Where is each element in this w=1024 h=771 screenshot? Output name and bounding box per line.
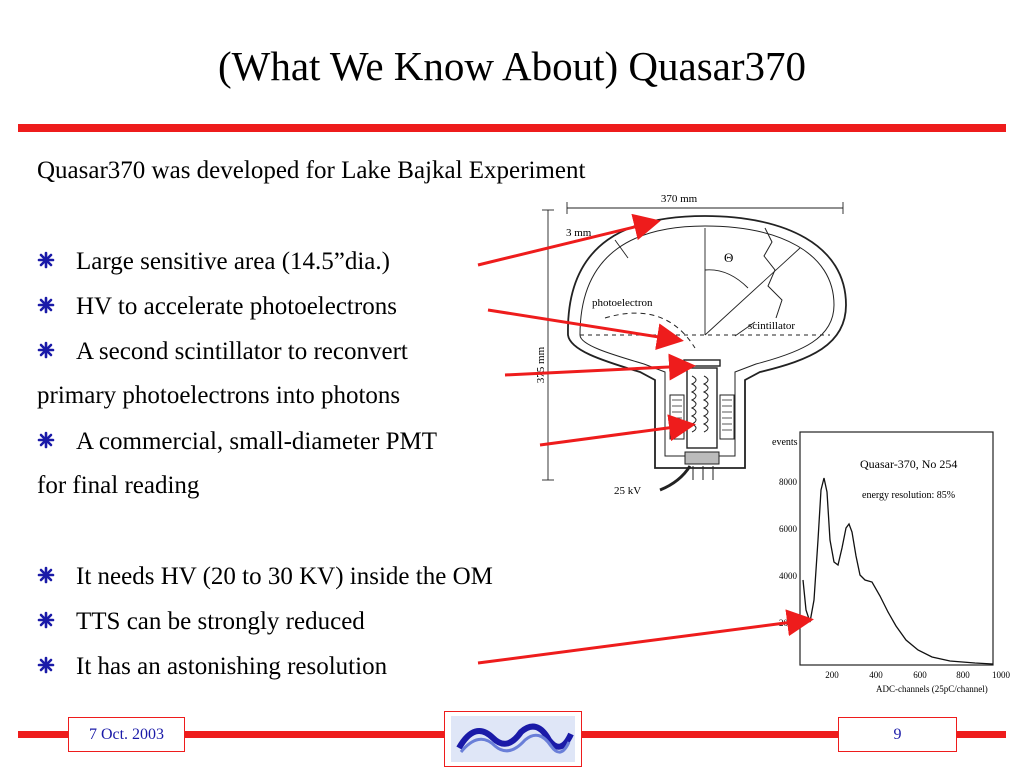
y-tick-label: 6000 xyxy=(779,524,797,534)
scintillator-label: scintillator xyxy=(748,320,796,332)
x-tick-label: 800 xyxy=(956,670,970,680)
height-label: 375 mm xyxy=(535,346,547,384)
arrow-to-spectrum xyxy=(478,620,808,663)
footer-page-number: 9 xyxy=(838,717,957,752)
theta-label: Θ xyxy=(724,250,734,265)
spectrum-plot xyxy=(772,432,1011,694)
slide-title: (What We Know About) Quasar370 xyxy=(217,43,807,89)
x-tick-label: 400 xyxy=(869,670,883,680)
plot-title: Quasar-370, No 254 xyxy=(860,457,958,471)
intro-text: Quasar370 was developed for Lake Bajkal Experiment xyxy=(37,157,586,184)
bullet-continuation: primary photoelectrons into photons xyxy=(37,382,401,409)
arrow-to-pmt xyxy=(540,425,690,445)
hv-label: 25 kV xyxy=(614,485,642,497)
bullet-continuation: for final reading xyxy=(37,472,200,499)
bullet-text: Large sensitive area (14.5”dia.) xyxy=(76,248,390,275)
plot-y-title: events xyxy=(772,437,798,448)
bullet-text: TTS can be strongly reduced xyxy=(76,608,365,635)
thickness-label: 3 mm xyxy=(566,227,592,239)
nemo-logo-icon xyxy=(444,711,582,767)
plot-subtitle: energy resolution: 85% xyxy=(862,490,956,501)
photoelectron-label: photoelectron xyxy=(592,297,653,309)
y-tick-label: 4000 xyxy=(779,571,797,581)
diameter-label: 370 mm xyxy=(660,193,698,205)
pointer-arrows xyxy=(478,222,808,663)
footer-date: 7 Oct. 2003 xyxy=(68,717,185,752)
x-tick-label: 600 xyxy=(913,670,927,680)
plot-x-title: ADC-channels (25pC/channel) xyxy=(876,684,988,694)
bullet-text: A second scintillator to reconvert xyxy=(76,338,408,365)
bullet-text: It needs HV (20 to 30 KV) inside the OM xyxy=(76,563,493,590)
bullet-text: A commercial, small-diameter PMT xyxy=(76,428,438,455)
bullet-text: HV to accelerate photoelectrons xyxy=(76,293,397,320)
y-tick-label: 8000 xyxy=(779,477,797,487)
bullet-text: It has an astonishing resolution xyxy=(76,653,388,680)
x-tick-label: 1000 xyxy=(992,670,1010,680)
x-tick-label: 200 xyxy=(825,670,839,680)
